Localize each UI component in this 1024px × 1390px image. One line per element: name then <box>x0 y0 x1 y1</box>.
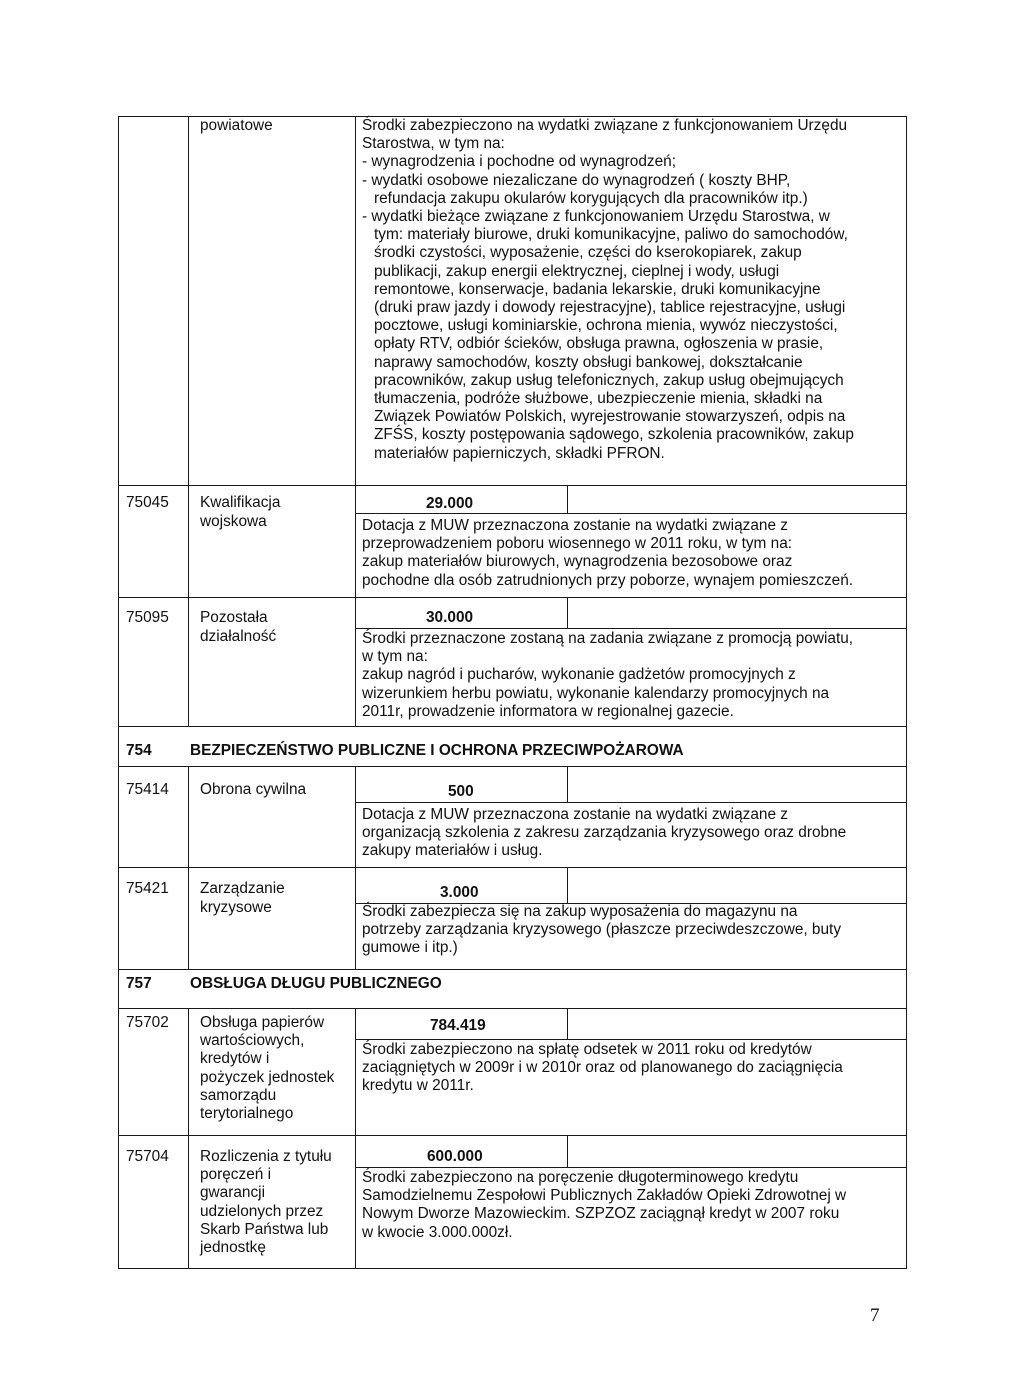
description-line: publikacji, zakup energii elektrycznej, cieplnej i wody, usługi <box>374 262 780 280</box>
row-separator <box>118 969 907 970</box>
row-name-line: Rozliczenia z tytułu <box>200 1148 332 1165</box>
description-line: Związek Powiatów Polskich, wyrejestrowanie stowarzyszeń, odpis na <box>374 408 846 426</box>
section-code: 757 <box>126 975 152 992</box>
row-code: 75702 <box>126 1014 169 1031</box>
row-code: 75421 <box>126 880 169 897</box>
description-line: Środki przeznaczone zostaną na zadania związane z promocją powiatu, <box>362 630 854 647</box>
description-line: gumowe i itp.) <box>362 939 458 957</box>
row-code: 75704 <box>126 1148 169 1165</box>
section-code: 754 <box>126 742 152 759</box>
description-line: (druki praw jazdy i dowody rejestracyjne), tablice rejestracyjne, usługi <box>374 299 846 317</box>
row-description <box>362 806 846 861</box>
row-description <box>362 117 902 463</box>
description-line: pracowników, zakup usług telefonicznych, zakup usług obejmujących <box>374 371 844 389</box>
row-name: powiatowe <box>200 117 273 134</box>
code-column-divider <box>188 767 189 970</box>
description-line: Środki zabezpiecza się na zakup wyposażenia do magazynu na <box>362 903 798 920</box>
description-line: Środki zabezpieczono na wydatki związane z funkcjonowaniem Urzędu <box>362 117 848 134</box>
description-line: materiałów papierniczych, składki PFRON. <box>374 444 665 462</box>
page-number: 7 <box>870 1305 880 1326</box>
amount-underline <box>355 1167 907 1168</box>
row-name: działalność <box>200 628 277 645</box>
row-name: Kwalifikacja <box>200 494 281 511</box>
section-title: OBSŁUGA DŁUGU PUBLICZNEGO <box>190 975 442 992</box>
row-code: 75045 <box>126 494 169 511</box>
description-line: pocztowe, usługi kominiarskie, ochrona mienia, wywóz nieczystości, <box>374 317 838 335</box>
description-line: pochodne dla osób zatrudnionych przy poborze, wynajem pomieszczeń. <box>362 571 854 589</box>
description-line: przeprowadzeniem poboru wiosennego w 2011 roku, w tym na: <box>362 535 793 553</box>
description-line: Nowym Dworze Mazowieckim. SZPZOZ zaciągnął kredyt w 2007 roku <box>362 1205 840 1223</box>
row-name-line: udzielonych przez <box>200 1202 324 1220</box>
description-line: potrzeby zarządzania kryzysowego (płaszcze przeciwdeszczowe, buty <box>362 921 842 939</box>
amount-cell-border <box>567 868 568 904</box>
row-amount: 30.000 <box>426 609 474 626</box>
row-name <box>200 1014 334 1123</box>
row-name-line: poręczeń i <box>200 1166 272 1184</box>
description-line: Środki zabezpieczono na spłatę odsetek w 2011 roku od kredytów <box>362 1041 812 1058</box>
row-name <box>200 1148 332 1257</box>
row-amount: 29.000 <box>426 495 474 512</box>
row-amount: 500 <box>448 783 474 800</box>
description-line: remontowe, konserwacje, badania lekarskie, druki komunikacyjne <box>374 280 821 298</box>
row-code: 75414 <box>126 781 169 798</box>
amount-cell-border <box>567 1136 568 1168</box>
description-line: Środki zabezpieczono na poręczenie długoterminowego kredytu <box>362 1169 799 1186</box>
name-column-divider <box>355 1009 356 1269</box>
row-separator <box>118 766 907 767</box>
row-description <box>362 630 853 721</box>
row-name: Pozostała <box>200 609 268 626</box>
description-line: w tym na: <box>362 648 428 666</box>
row-name-line: samorządu <box>200 1086 277 1104</box>
name-column-divider <box>355 767 356 970</box>
row-description <box>362 517 853 590</box>
row-name: Obrona cywilna <box>200 781 307 798</box>
description-line: Dotacja z MUW przeznaczona zostanie na wydatki związane z <box>362 517 788 534</box>
row-separator <box>118 485 907 486</box>
amount-underline <box>355 1039 907 1040</box>
section-title: BEZPIECZEŃSTWO PUBLICZNE I OCHRONA PRZECIWPOŻAROWA <box>190 742 684 759</box>
description-line: w kwocie 3.000.000zł. <box>362 1223 513 1241</box>
row-separator <box>118 1135 907 1136</box>
description-line: tym: materiały biurowe, druki komunikacyjne, paliwo do samochodów, <box>374 226 848 244</box>
description-line: zakup nagród i pucharów, wykonanie gadżetów promocyjnych z <box>362 666 796 684</box>
description-line: tłumaczenia, podróże służbowe, ubezpieczenie mienia, składki na <box>374 390 823 408</box>
amount-underline <box>355 628 907 629</box>
row-name: kryzysowe <box>200 899 272 916</box>
row-name-line: terytorialnego <box>200 1105 294 1123</box>
description-line: 2011r, prowadzenie informatora w regionalnej gazecie. <box>362 702 734 720</box>
description-line: opłaty RTV, odbiór ścieków, obsługa prawna, ogłoszenia w prasie, <box>374 335 824 353</box>
row-name-line: gwarancji <box>200 1184 266 1202</box>
description-line: zakupy materiałów i usług. <box>362 842 543 860</box>
amount-cell-border <box>567 767 568 803</box>
row-name-line: jednostkę <box>200 1239 266 1257</box>
description-line: ZFŚS, koszty postępowania sądowego, szkolenia pracowników, zakup <box>374 426 854 444</box>
row-description <box>362 1041 843 1096</box>
row-name-line: Obsługa papierów <box>200 1014 325 1031</box>
amount-cell-border <box>567 1009 568 1040</box>
row-name-line: Skarb Państwa lub <box>200 1220 329 1238</box>
code-column-divider <box>188 116 189 726</box>
description-line: Starostwa, w tym na: <box>362 135 505 153</box>
row-description <box>362 1169 846 1242</box>
description-line: kredytu w 2011r. <box>362 1077 474 1095</box>
amount-cell-border <box>567 486 568 513</box>
description-line: zakup materiałów biurowych, wynagrodzenia bezosobowe oraz <box>362 553 793 571</box>
row-amount: 3.000 <box>440 884 479 901</box>
description-line: Samodzielnemu Zespołowi Publicznych Zakładów Opieki Zdrowotnej w <box>362 1187 847 1205</box>
description-line: - wydatki osobowe niezaliczane do wynagrodzeń ( koszty BHP, <box>362 171 791 189</box>
description-line: - wynagrodzenia i pochodne od wynagrodzeń; <box>362 153 677 171</box>
row-description <box>362 903 841 958</box>
row-name-line: wartościowych, <box>200 1032 305 1050</box>
row-amount: 784.419 <box>430 1017 486 1034</box>
row-separator <box>118 867 907 868</box>
amount-underline <box>355 802 907 803</box>
row-name-line: kredytów i <box>200 1050 270 1068</box>
table-bottom-border <box>118 1268 907 1269</box>
description-line: naprawy samochodów, koszty obsługi bankowej, dokształcanie <box>374 353 803 371</box>
description-line: środki czystości, wyposażenie, części do kserokopiarek, zakup <box>374 244 802 262</box>
description-line: organizacją szkolenia z zakresu zarządzania kryzysowego oraz drobne <box>362 824 847 842</box>
description-line: wizerunkiem herbu powiatu, wykonanie kalendarzy promocyjnych na <box>362 684 830 702</box>
table-left-border <box>118 116 119 1269</box>
code-column-divider <box>188 1009 189 1269</box>
description-line: zaciągniętych w 2009r i w 2010r oraz od planowanego do zaciągnięcia <box>362 1059 843 1077</box>
amount-cell-border <box>567 598 568 629</box>
row-name: wojskowa <box>200 513 267 530</box>
row-code: 75095 <box>126 609 169 626</box>
table-right-border <box>906 116 907 1269</box>
description-line: - wydatki bieżące związane z funkcjonowaniem Urzędu Starostwa, w <box>362 208 830 226</box>
description-line: Dotacja z MUW przeznaczona zostanie na wydatki związane z <box>362 806 788 823</box>
description-line: refundacja zakupu okularów korygujących dla pracowników itp.) <box>374 189 808 207</box>
row-amount: 600.000 <box>427 1148 483 1165</box>
row-separator <box>118 726 907 727</box>
row-name-line: pożyczek jednostek <box>200 1068 335 1086</box>
row-separator <box>118 597 907 598</box>
row-name: Zarządzanie <box>200 880 285 897</box>
name-column-divider <box>355 116 356 726</box>
row-separator <box>118 1008 907 1009</box>
